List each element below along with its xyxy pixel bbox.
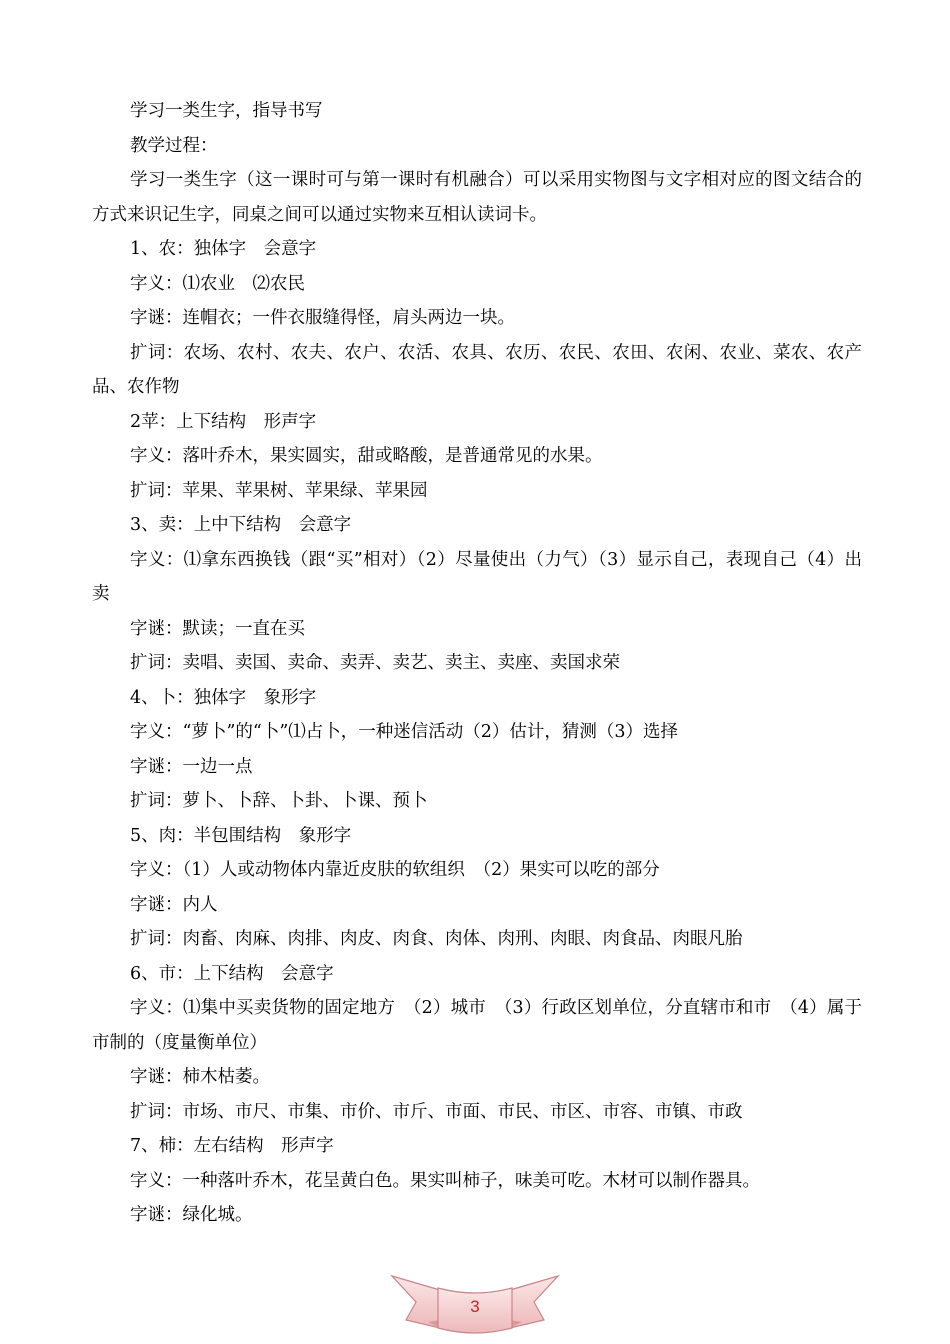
document-body: [92, 94, 862, 1233]
paragraph: 教学过程：: [130, 135, 218, 156]
paragraph: 扩词：苹果、苹果树、苹果绿、苹果园: [130, 480, 428, 501]
paragraph: 7、柿：左右结构 形声字: [130, 1136, 334, 1156]
page-footer: [0, 1272, 950, 1344]
paragraph: 字谜：默读；一直在买: [130, 618, 305, 639]
paragraph: 字谜：一边一点: [130, 756, 253, 777]
paragraph: 6、市：上下结构 会意字: [130, 963, 334, 984]
page-number: 3: [470, 1297, 480, 1316]
paragraph: 字谜：内人: [130, 894, 218, 915]
paragraph: 字义：落叶乔木，果实圆实，甜或略酸，是普通常见的水果。: [130, 446, 603, 466]
paragraph: 2苹：上下结构 形声字: [130, 411, 317, 432]
paragraph: 字义：⑴拿东西换钱（跟“买”相对）（2）尽量使出（力气）（3）显示自己，表现自己（4）出卖: [92, 549, 862, 604]
paragraph: 扩词：卖唱、卖国、卖命、卖弄、卖艺、卖主、卖座、卖国求荣: [130, 653, 620, 673]
paragraph: 5、肉：半包围结构 象形字: [130, 825, 352, 846]
paragraph: 4、卜：独体字 象形字: [130, 687, 317, 708]
paragraph: 扩词：市场、市尺、市集、市价、市斤、市面、市民、市区、市容、市镇、市政: [130, 1101, 743, 1122]
paragraph: 字义：⑴集中买卖货物的固定地方 （2）城市 （3）行政区划单位，分直辖市和市 （4）属于市制的（度量衡单位）: [92, 998, 862, 1053]
paragraph: 学习一类生字（这一课时可与第一课时有机融合）可以采用实物图与文字相对应的图文结合的方式来识记生字，同桌之间可以通过实物来互相认读词卡。: [92, 170, 862, 225]
paragraph: 字义：（1）人或动物体内靠近皮肤的软组织 （2）果实可以吃的部分: [130, 860, 660, 880]
paragraph: 字义：一种落叶乔木，花呈黄白色。果实叫柿子，味美可吃。木材可以制作器具。: [130, 1170, 760, 1191]
paragraph: 字义：“萝卜”的“卜”⑴占卜，一种迷信活动（2）估计，猜测（3）选择: [130, 722, 679, 742]
paragraph: 3、卖：上中下结构 会意字: [130, 515, 352, 535]
paragraph: 1、农：独体字 会意字: [130, 239, 317, 259]
paragraph: 字义：⑴农业 ⑵农民: [130, 273, 305, 294]
paragraph: 学习一类生字，指导书写: [130, 101, 323, 121]
paragraph: 扩词：农场、农村、农夫、农户、农活、农具、农历、农民、农田、农闲、农业、菜农、农产品、农作物: [92, 342, 862, 397]
paragraph: 扩词：萝卜、卜辞、卜卦、卜课、预卜: [130, 791, 428, 811]
paragraph: 扩词：肉畜、肉麻、肉排、肉皮、肉食、肉体、肉刑、肉眼、肉食品、肉眼凡胎: [130, 929, 743, 949]
paragraph: 字谜：柿木枯萎。: [130, 1067, 270, 1087]
paragraph: 字谜：连帽衣；一件衣服缝得怪，肩头两边一块。: [130, 308, 515, 328]
paragraph: 字谜：绿化城。: [130, 1205, 253, 1225]
